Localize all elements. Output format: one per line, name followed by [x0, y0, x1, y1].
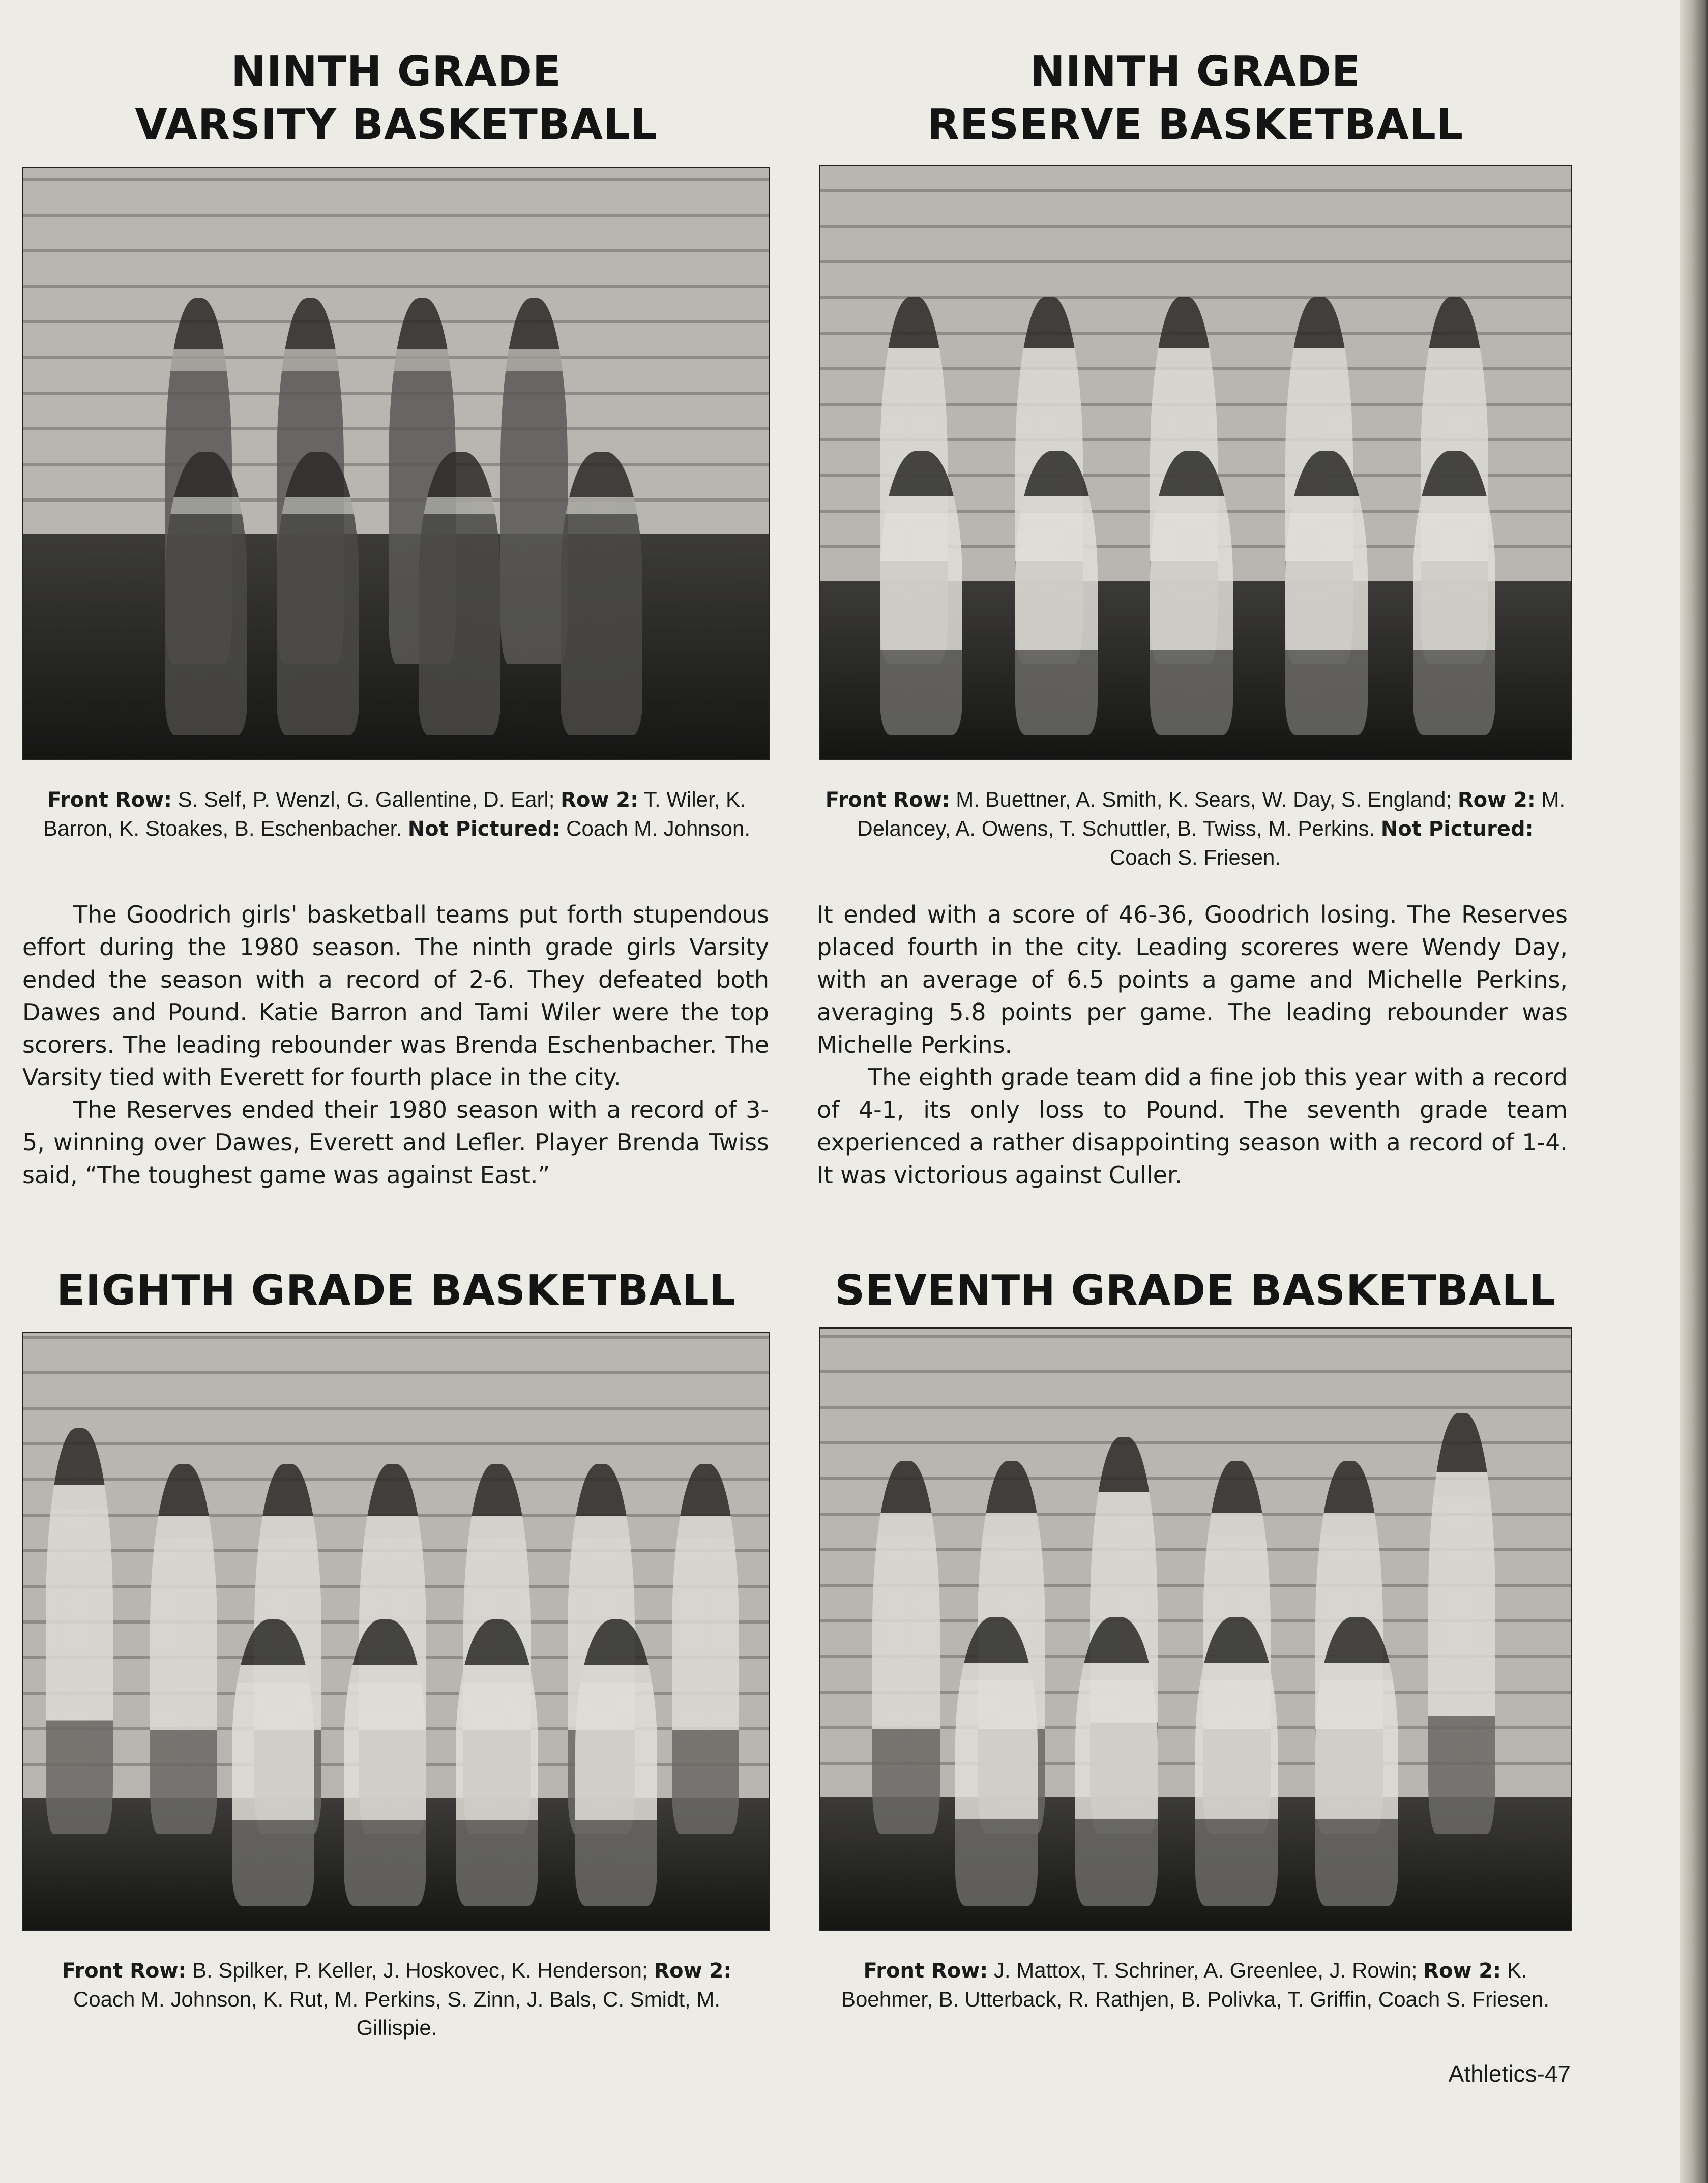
caption-names: M. Delancey, A. Owens, T. Schuttler, B. Twiss, M. Perkins. [857, 787, 1566, 840]
caption-names: Coach M. Johnson. [560, 816, 751, 840]
eighth-grade-team-photo [22, 1332, 770, 1931]
article-paragraph: The Reserves ended their 1980 season with a record of 3-5, winning over Dawes, Everett and Lefler. Player Brenda Twiss said, “The toughest game was against East.” [22, 1096, 769, 1189]
eighth-grade-caption [36, 1956, 758, 2042]
reserve-heading-line1: NINTH GRADE [1030, 48, 1361, 96]
reserve-heading-line2: RESERVE BASKETBALL [927, 101, 1464, 149]
caption-label: Not Pictured: [1380, 817, 1534, 841]
caption-names: K. Boehmer, B. Utterback, R. Rathjen, B. Polivka, T. Griffin, Coach S. Friesen. [841, 1958, 1550, 2011]
seventh-grade-heading: SEVENTH GRADE BASKETBALL [835, 1266, 1556, 1315]
caption-label: Front Row: [825, 788, 950, 812]
reserve-heading [819, 46, 1572, 152]
reserve-team-photo [819, 165, 1572, 760]
caption-label: Front Row: [47, 788, 172, 812]
caption-label: Row 2: [561, 788, 639, 812]
caption-names: Coach M. Johnson, K. Rut, M. Perkins, S. Zinn, J. Bals, C. Smidt, M. Gillispie. [73, 1987, 721, 2040]
varsity-caption [31, 785, 763, 843]
caption-label: Front Row: [863, 1959, 988, 1983]
caption-label: Row 2: [1423, 1959, 1501, 1983]
page-folio: Athletics-47 [1448, 2060, 1571, 2087]
article-left-column [22, 898, 769, 1191]
article-paragraph: The eighth grade team did a fine job this year with a record of 4-1, its only loss to Pound. The seventh grade team experienced a rather disappointing season with a record of 1-4. It was victorious against Culler. [817, 1064, 1568, 1189]
varsity-team-photo [22, 167, 770, 760]
caption-label: Front Row: [62, 1959, 187, 1983]
seventh-grade-team-photo [819, 1328, 1572, 1931]
page-edge [1680, 0, 1708, 2183]
caption-names: T. Wiler, K. Barron, K. Stoakes, B. Eschenbacher. [43, 787, 746, 840]
caption-label: Row 2: [654, 1959, 732, 1983]
eighth-grade-heading: EIGHTH GRADE BASKETBALL [56, 1266, 737, 1315]
caption-names: M. Buettner, A. Smith, K. Sears, W. Day, S. England; [950, 787, 1458, 811]
article-paragraph: The Goodrich girls' basketball teams put forth stupendous effort during the 1980 season. The ninth grade girls Varsity ended the season with a record of 2-6. They defeated both Dawes and Pound. Katie Barron and Tami Wiler were the top scorers. The leading rebounder was Brenda Eschenbacher. The Varsity tied with Everett for fourth place in the city. [22, 901, 769, 1091]
caption-names: B. Spilker, P. Keller, J. Hoskovec, K. Henderson; [186, 1958, 654, 1982]
article-right-column [817, 898, 1568, 1191]
varsity-heading-line1: NINTH GRADE [231, 48, 562, 96]
caption-label: Not Pictured: [407, 817, 561, 841]
caption-label: Row 2: [1457, 788, 1536, 812]
caption-names: J. Mattox, T. Schriner, A. Greenlee, J. Rowin; [988, 1958, 1424, 1982]
seventh-grade-caption [829, 1956, 1562, 2014]
article-paragraph: It ended with a score of 46-36, Goodrich losing. The Reserves placed fourth in the city. Leading scoreres were Wendy Day, with an average of 6.5 points a game and Michelle Perkins, averaging 5.8 points per game. The leading rebounder was Michelle Perkins. [817, 901, 1568, 1058]
reserve-caption [824, 785, 1567, 872]
varsity-heading [22, 46, 770, 152]
caption-names: S. Self, P. Wenzl, G. Gallentine, D. Earl; [172, 787, 561, 811]
caption-names: Coach S. Friesen. [1109, 845, 1281, 869]
varsity-heading-line2: VARSITY BASKETBALL [135, 101, 658, 149]
